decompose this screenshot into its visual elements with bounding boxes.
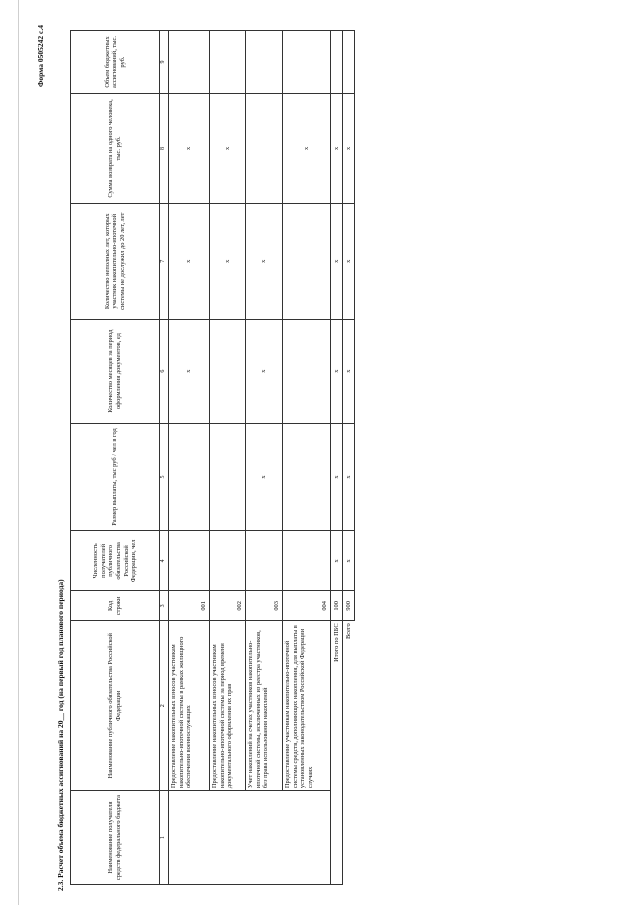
total-all-label: Всего	[343, 621, 355, 791]
cell-budget-volume	[246, 31, 283, 94]
header-budget-volume: Объем бюджетных ассигнований, тыс. руб.	[71, 31, 160, 94]
recipient-cell	[169, 791, 331, 885]
obligation-name: Учет накоплений на счетах участников накопительно-ипотечной системы, исключенных из реестра участников, без права использования накоплений	[246, 621, 283, 791]
cell-payment-size	[210, 423, 246, 531]
cell-refund-amount: x	[343, 94, 355, 204]
scan-edge-line	[18, 0, 19, 905]
cell-months-count	[210, 319, 246, 423]
cell-incomplete-years: x	[169, 203, 210, 319]
column-number: 9	[160, 31, 169, 94]
column-number: 7	[160, 203, 169, 319]
cell-budget-volume	[331, 31, 343, 94]
header-obligation-name: Наименование публичного обязательства Российской Федерации	[71, 621, 160, 791]
cell-budget-volume	[343, 31, 355, 94]
header-refund-amount: Сумма возврата на одного человека, тыс. руб.	[71, 94, 160, 204]
cell-incomplete-years	[283, 203, 331, 319]
cell-payment-size: x	[331, 423, 343, 531]
header-recipients-count: Численность получателей публичного обязательства Российской Федерации, чел	[71, 531, 160, 591]
row-code: 900	[343, 591, 355, 621]
row-code: 002	[210, 591, 246, 621]
cell-recipients-count: x	[343, 531, 355, 591]
column-number-row	[160, 31, 169, 885]
obligation-name: Предоставление накопительных взносов участникам накопительно-ипотечной системы в рамках жилищного обеспечения военнослужащих	[169, 621, 210, 791]
calculation-table	[70, 30, 355, 885]
cell-incomplete-years: x	[331, 203, 343, 319]
header-row	[71, 31, 160, 885]
cell-months-count: x	[246, 319, 283, 423]
column-number: 4	[160, 531, 169, 591]
total-all-row	[343, 31, 355, 885]
header-incomplete-years: Количество неполных лет, которых участник накопительно-ипотечной системы не дослужил до 20 лет, лет	[71, 203, 160, 319]
cell-recipients-count	[283, 531, 331, 591]
row-code: 003	[246, 591, 283, 621]
row-code: 001	[169, 591, 210, 621]
header-row-code: Код строки	[71, 591, 160, 621]
cell-refund-amount: x	[210, 94, 246, 204]
cell-recipients-count: x	[331, 531, 343, 591]
cell-refund-amount: x	[283, 94, 331, 204]
cell-recipients-count	[169, 531, 210, 591]
cell-refund-amount: x	[169, 94, 210, 204]
row-code: 100	[331, 591, 343, 621]
cell-budget-volume	[283, 31, 331, 94]
cell-incomplete-years: x	[210, 203, 246, 319]
cell-payment-size	[283, 423, 331, 531]
column-number: 6	[160, 319, 169, 423]
column-number: 3	[160, 591, 169, 621]
cell-incomplete-years: x	[246, 203, 283, 319]
cell-months-count: x	[331, 319, 343, 423]
cell-recipients-count	[210, 531, 246, 591]
column-number: 2	[160, 621, 169, 791]
header-months-count: Количество месяцев за период оформления документов, ед	[71, 319, 160, 423]
blank-cell	[343, 791, 355, 885]
cell-payment-size: x	[246, 423, 283, 531]
table-row	[283, 31, 331, 885]
obligation-name: Предоставление участникам накопительно-ипотечной системы средств, дополняющих накопления, для выплаты в установленных законодательством Российской Федерации случаях	[283, 621, 331, 791]
cell-recipients-count	[246, 531, 283, 591]
obligation-name: Предоставление накопительных взносов участникам накопительно-ипотечной системы за период времени документального оформления их прав	[210, 621, 246, 791]
column-number: 8	[160, 94, 169, 204]
cell-budget-volume	[169, 31, 210, 94]
cell-refund-amount	[246, 94, 283, 204]
cell-incomplete-years: x	[343, 203, 355, 319]
total-pbs-label: Итого по ПБС	[331, 621, 343, 885]
cell-months-count: x	[169, 319, 210, 423]
cell-months-count	[283, 319, 331, 423]
cell-payment-size: x	[343, 423, 355, 531]
table-row	[169, 31, 210, 885]
table-row	[246, 31, 283, 885]
form-code: Форма 0505242 с.4	[36, 25, 45, 88]
table-row	[210, 31, 246, 885]
cell-payment-size	[169, 423, 210, 531]
header-payment-size: Размер выплаты, тыс руб / чел в год	[71, 423, 160, 531]
row-code: 004	[283, 591, 331, 621]
cell-months-count: x	[343, 319, 355, 423]
cell-refund-amount: x	[331, 94, 343, 204]
cell-budget-volume	[210, 31, 246, 94]
column-number: 5	[160, 423, 169, 531]
header-recipient: Наименование получателя средств федерального бюджета	[71, 791, 160, 885]
rotated-page	[30, 25, 390, 895]
column-number: 1	[160, 791, 169, 885]
section-title: 2.3. Расчет объема бюджетных ассигнований на 20__ год (на первый год планового периода)	[56, 579, 65, 891]
total-pbs-row	[331, 31, 343, 885]
